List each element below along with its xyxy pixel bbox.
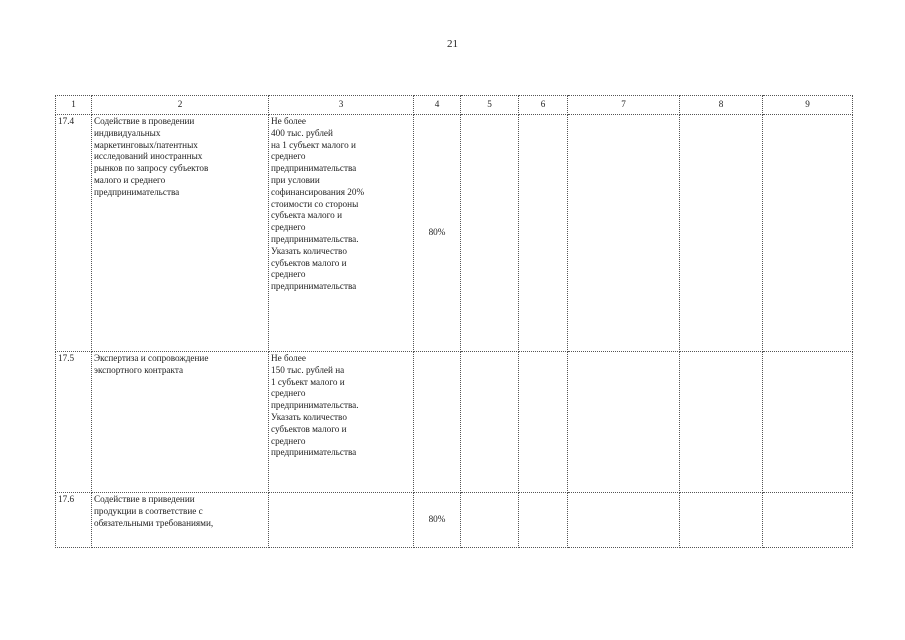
column-header: 4 [414, 96, 461, 115]
row-description: Содействие в проведении индивидуальных маркетинговых/патентных исследований иностранных рынков по запросу субъектов малого и среднего предпринимательства [92, 115, 269, 352]
table-header-row [56, 96, 853, 115]
row-col6 [519, 115, 568, 352]
row-number: 17.6 [56, 493, 92, 548]
row-description: Экспертиза и сопровождение экспортного контракта [92, 352, 269, 493]
page-number: 21 [447, 38, 458, 50]
column-header: 6 [519, 96, 568, 115]
column-header: 8 [680, 96, 763, 115]
row-conditions: Не более 400 тыс. рублей на 1 субъект малого и среднего предпринимательства при условии софинансирования 20% стоимости со стороны субъекта малого и среднего предпринимательства. Указать количество субъектов малого и среднего предпринимательства [269, 115, 414, 352]
column-header: 2 [92, 96, 269, 115]
row-col4: 80% [414, 493, 461, 548]
column-header: 9 [763, 96, 853, 115]
row-description: Содействие в приведении продукции в соответствие с обязательными требованиями, [92, 493, 269, 548]
row-number: 17.5 [56, 352, 92, 493]
column-header: 3 [269, 96, 414, 115]
data-table [55, 95, 853, 548]
table-row [56, 493, 853, 548]
row-col6 [519, 352, 568, 493]
row-col4: 80% [414, 115, 461, 352]
row-col5 [461, 115, 519, 352]
row-col4 [414, 352, 461, 493]
table-row [56, 352, 853, 493]
row-conditions: Не более 150 тыс. рублей на 1 субъект малого и среднего предпринимательства. Указать количество субъектов малого и среднего предпринимательства [269, 352, 414, 493]
row-col8 [680, 493, 763, 548]
column-header: 5 [461, 96, 519, 115]
row-col7 [568, 493, 680, 548]
column-header: 1 [56, 96, 92, 115]
row-col9 [763, 493, 853, 548]
row-col8 [680, 352, 763, 493]
row-number: 17.4 [56, 115, 92, 352]
row-col7 [568, 115, 680, 352]
row-col6 [519, 493, 568, 548]
row-col5 [461, 352, 519, 493]
row-col9 [763, 352, 853, 493]
row-col9 [763, 115, 853, 352]
row-conditions [269, 493, 414, 548]
column-header: 7 [568, 96, 680, 115]
row-col5 [461, 493, 519, 548]
row-col8 [680, 115, 763, 352]
row-col7 [568, 352, 680, 493]
table-row [56, 115, 853, 352]
